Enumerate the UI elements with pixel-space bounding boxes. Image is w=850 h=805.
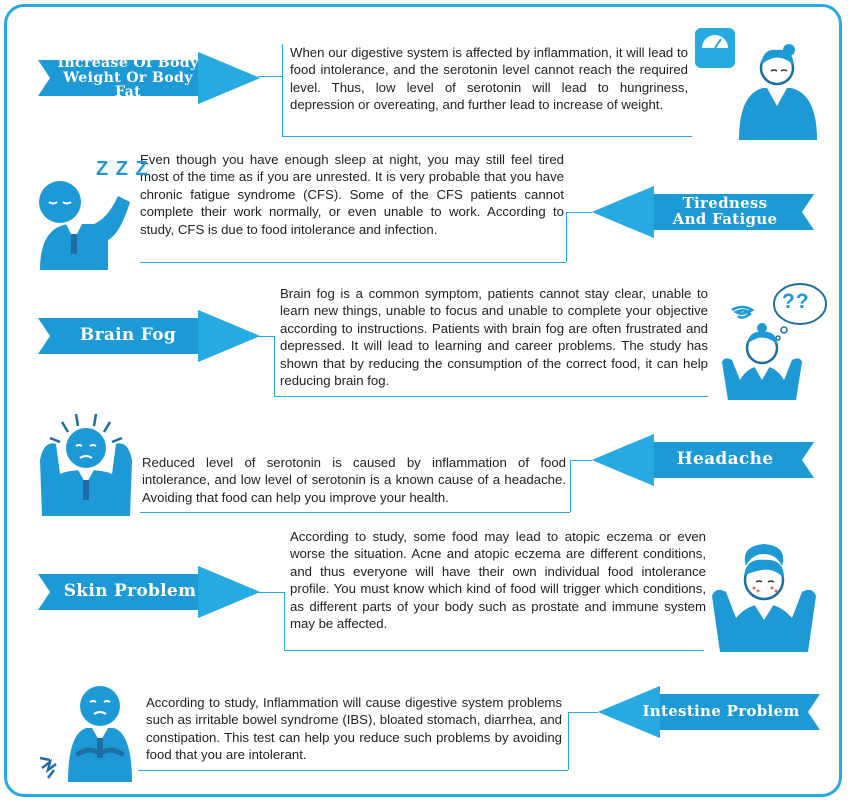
bracket-line-weight [258, 76, 282, 77]
weighing-scale-woman-icon [693, 28, 828, 140]
banner-weight-title: Increase Of Body Weight Or Body Fat [57, 54, 199, 101]
headache-man-icon [38, 412, 142, 516]
banner-headache-title: Headache [676, 449, 774, 470]
bracket-line-brain-fog [258, 336, 274, 337]
bracket-line-intestine-v [568, 712, 569, 770]
banner-skin-title: Skin Problem [63, 581, 197, 602]
bracket-line-skin [258, 592, 284, 593]
bracket-line-tiredness [566, 212, 592, 213]
bracket-line-tiredness-v [566, 212, 567, 262]
bracket-line-brain-fog-v [274, 336, 275, 396]
section-text-skin: According to study, some food may lead to atopic eczema or even worse the situation. Acne and atopic eczema are different conditions, and thus everyone will have their own individual food intolerance profile. You must know which kind of food will trigger which conditions, as different parts of your body such as prostate and immune system may be affected. [290, 529, 706, 632]
bracket-line-headache-b [140, 512, 570, 513]
section-text-brain-fog: Brain fog is a common symptom, patients cannot stay clear, unable to learn new things, unable to focus and unable to complete your objective according to instructions. Patients with brain fog are often frustrated and depressed. It will lead to learning and career problems. The study has shown that by reducing the consumption of the correct food, it can help reducing brain fog. [280, 286, 708, 389]
bracket-line-headache-v [570, 460, 571, 512]
bracket-line-weight-v [282, 44, 283, 136]
confused-woman-icon [712, 282, 832, 400]
section-text-weight: When our digestive system is affected by inflammation, it will lead to food intolerance, and the serotonin level cannot reach the required level. Thus, low level of serotonin will lead to hungriness, depression or overeating, and further lead to increase of weight. [290, 45, 688, 113]
section-text-intestine: According to study, Inflammation will cause digestive system problems such as irritable bowel syndrome (IBS), bloated stomach, diarrhea, and constipation. This test can help you reduce such problems by avoiding food that you are intolerant. [146, 695, 562, 763]
zzz-text: Z Z Z [96, 158, 149, 180]
question-marks: ?? [782, 290, 810, 313]
stomachache-man-icon [38, 682, 140, 782]
bracket-line-intestine-b [138, 770, 568, 771]
banner-tiredness-title: Tiredness And Fatigue [672, 194, 778, 228]
banner-intestine-title: Intestine Problem [642, 702, 800, 721]
bracket-line-tiredness-b [140, 262, 566, 263]
bracket-line-headache [570, 460, 592, 461]
bracket-line-weight-b [282, 136, 692, 137]
section-text-tiredness: Even though you have enough sleep at night, you may still feel tired most of the time as if you are unrested. It is very probable that you have chronic fatigue syndrome (CFS). Some of the CFS patients cannot complete their work normally, or even unable to work. According to study, CFS is due to food intolerance and infection. [140, 152, 564, 237]
bracket-line-intestine [568, 712, 598, 713]
eczema-woman-icon [706, 536, 822, 652]
bracket-line-brain-fog-b [274, 396, 708, 397]
bracket-line-skin-b [284, 650, 704, 651]
section-text-headache: Reduced level of serotonin is caused by inflammation of food intolerance, and low level of serotonin is a known cause of a headache. Avoiding that food can help you improve your health. [142, 455, 566, 505]
sleepy-man-icon [38, 178, 138, 270]
bracket-line-skin-v [284, 592, 285, 650]
banner-brain-fog-title: Brain Fog [79, 325, 177, 346]
